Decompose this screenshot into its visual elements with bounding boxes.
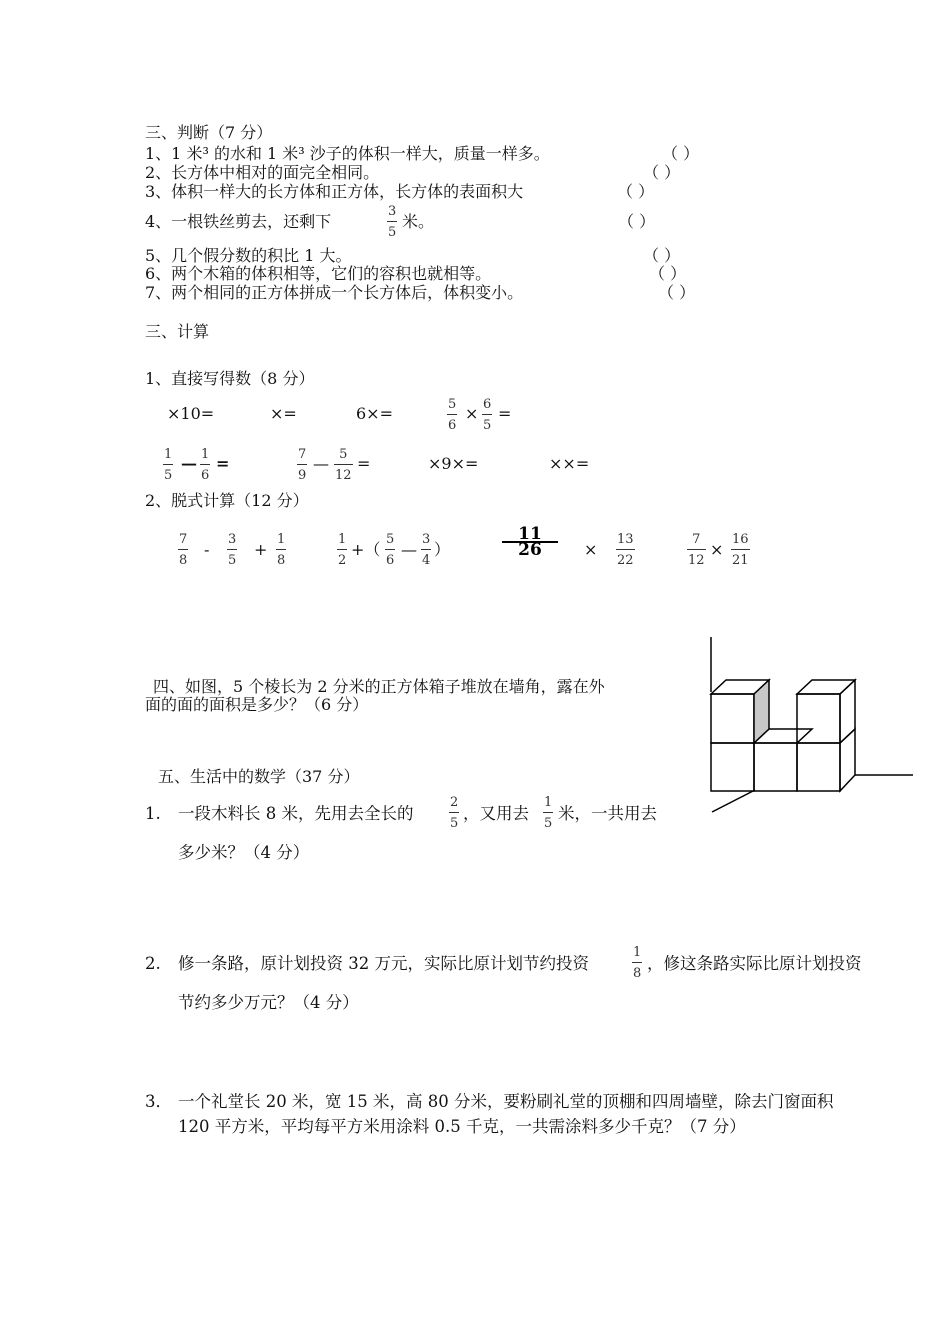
step-calc-1-op-a: - [204, 540, 210, 559]
judge-item-2: 2、长方体中相对的面完全相同。 [145, 163, 380, 182]
judge-paren-6[interactable]: （ ） [649, 264, 687, 283]
step-calc-1-frac-c: 1 8 [277, 532, 286, 568]
q5-p3-line2: 120 平方米，平均每平方米用涂料 0.5 千克，一共需涂料多少千克？（7 分） [178, 1117, 746, 1136]
step-calc-3-frac-a: 11 26 [502, 528, 558, 556]
direct-calc-7: ×9×= [428, 454, 479, 473]
judge-item-4-fraction: 3 5 [388, 204, 397, 240]
direct-calc-6-eq: = [357, 454, 371, 473]
step-calc-2-op-b: — [401, 540, 417, 559]
q5-p1-num: 1. [145, 804, 161, 823]
direct-calc-6-frac-b: 5 12 [335, 447, 352, 483]
judge-title: 三、判断（7 分） [145, 123, 273, 142]
calc-title: 三、计算 [145, 322, 210, 341]
judge-item-7: 7、两个相同的正方体拼成一个长方体后，体积变小。 [145, 283, 524, 302]
step-calc-2-op-c: ） [434, 540, 451, 559]
q4-text-line2: 面的面的面积是多少？（6 分） [145, 695, 369, 714]
judge-item-3: 3、体积一样大的长方体和正方体，长方体的表面积大 [145, 182, 524, 201]
step-calc-title: 2、脱式计算（12 分） [145, 491, 309, 510]
judge-paren-4[interactable]: （ ） [618, 212, 656, 231]
q5-p2-text-b: ，修这条路实际比原计划投资 [647, 954, 862, 973]
q5-title: 五、生活中的数学（37 分） [158, 767, 360, 786]
judge-paren-5[interactable]: （ ） [643, 246, 681, 265]
q4-text-line1: 四、如图，5 个棱长为 2 分米的正方体箱子堆放在墙角，露在外 [153, 677, 605, 696]
step-calc-4-frac-b: 16 21 [732, 532, 749, 568]
step-calc-2-op-a: +（ [351, 540, 381, 559]
direct-calc-3: 6×= [356, 404, 393, 423]
judge-item-5: 5、几个假分数的积比 1 大。 [145, 246, 352, 265]
q5-p2-line2: 节约多少万元？（4 分） [178, 993, 359, 1012]
judge-paren-2[interactable]: （ ） [643, 163, 681, 182]
q5-p1-line2: 多少米？（4 分） [178, 843, 310, 862]
cube-stack-figure [700, 630, 920, 820]
direct-calc-6-op: — [313, 454, 329, 473]
judge-paren-1[interactable]: （ ） [662, 144, 700, 163]
q5-p3-num: 3． [145, 1092, 172, 1111]
step-calc-2-frac-c: 3 4 [422, 532, 431, 568]
judge-item-6: 6、两个木箱的体积相等，它们的容积也就相等。 [145, 264, 492, 283]
step-calc-4-frac-a: 7 12 [688, 532, 705, 568]
judge-item-4: 4、一根铁丝剪去，还剩下 [145, 212, 332, 231]
judge-item-4-unit: 米。 [402, 212, 435, 231]
direct-calc-title: 1、直接写得数（8 分） [145, 369, 315, 388]
step-calc-1-frac-a: 7 8 [179, 532, 188, 568]
step-calc-2-frac-a: 1 2 [338, 532, 347, 568]
step-calc-4-op: × [710, 540, 724, 559]
direct-calc-6-frac-a: 7 9 [298, 447, 307, 483]
direct-calc-8: ××= [549, 454, 590, 473]
q5-p1-text-c: 米，一共用去 [558, 804, 657, 823]
q5-p1-frac-b: 1 5 [544, 795, 553, 831]
judge-item-1: 1、1 米³ 的水和 1 米³ 沙子的体积一样大，质量一样多。 [145, 144, 550, 163]
q5-p3-line1: 一个礼堂长 20 米，宽 15 米，高 80 分米，要粉刷礼堂的顶棚和四周墙壁，除去门窗面积 [178, 1092, 834, 1111]
direct-calc-2: ×= [270, 404, 297, 423]
direct-calc-1: ×10= [167, 404, 215, 423]
step-calc-1-op-b: + [254, 540, 268, 559]
direct-calc-4-frac-b: 6 5 [483, 397, 492, 433]
judge-paren-7[interactable]: （ ） [658, 283, 696, 302]
direct-calc-5-frac-b: 1 6 [201, 447, 210, 483]
q5-p2-frac: 1 8 [633, 945, 642, 981]
direct-calc-4-eq: = [498, 404, 512, 423]
direct-calc-5-op: — [181, 454, 197, 473]
step-calc-3-frac-b: 13 22 [617, 532, 634, 568]
direct-calc-5-frac-a: 1 5 [164, 447, 173, 483]
direct-calc-4-frac-a: 5 6 [448, 397, 457, 433]
judge-paren-3[interactable]: （ ） [617, 182, 655, 201]
step-calc-1-frac-b: 3 5 [228, 532, 237, 568]
q5-p1-frac-a: 2 5 [450, 795, 459, 831]
step-calc-3-op: × [584, 540, 598, 559]
q5-p1-text-a: 一段木料长 8 米，先用去全长的 [178, 804, 414, 823]
q5-p2-num: 2. [145, 954, 161, 973]
q5-p1-text-b: ，又用去 [463, 804, 529, 823]
step-calc-2-frac-b: 5 6 [386, 532, 395, 568]
q5-p2-text-a: 修一条路，原计划投资 32 万元，实际比原计划节约投资 [178, 954, 589, 973]
direct-calc-4-op: × [465, 404, 479, 423]
direct-calc-5-eq: = [216, 454, 230, 473]
